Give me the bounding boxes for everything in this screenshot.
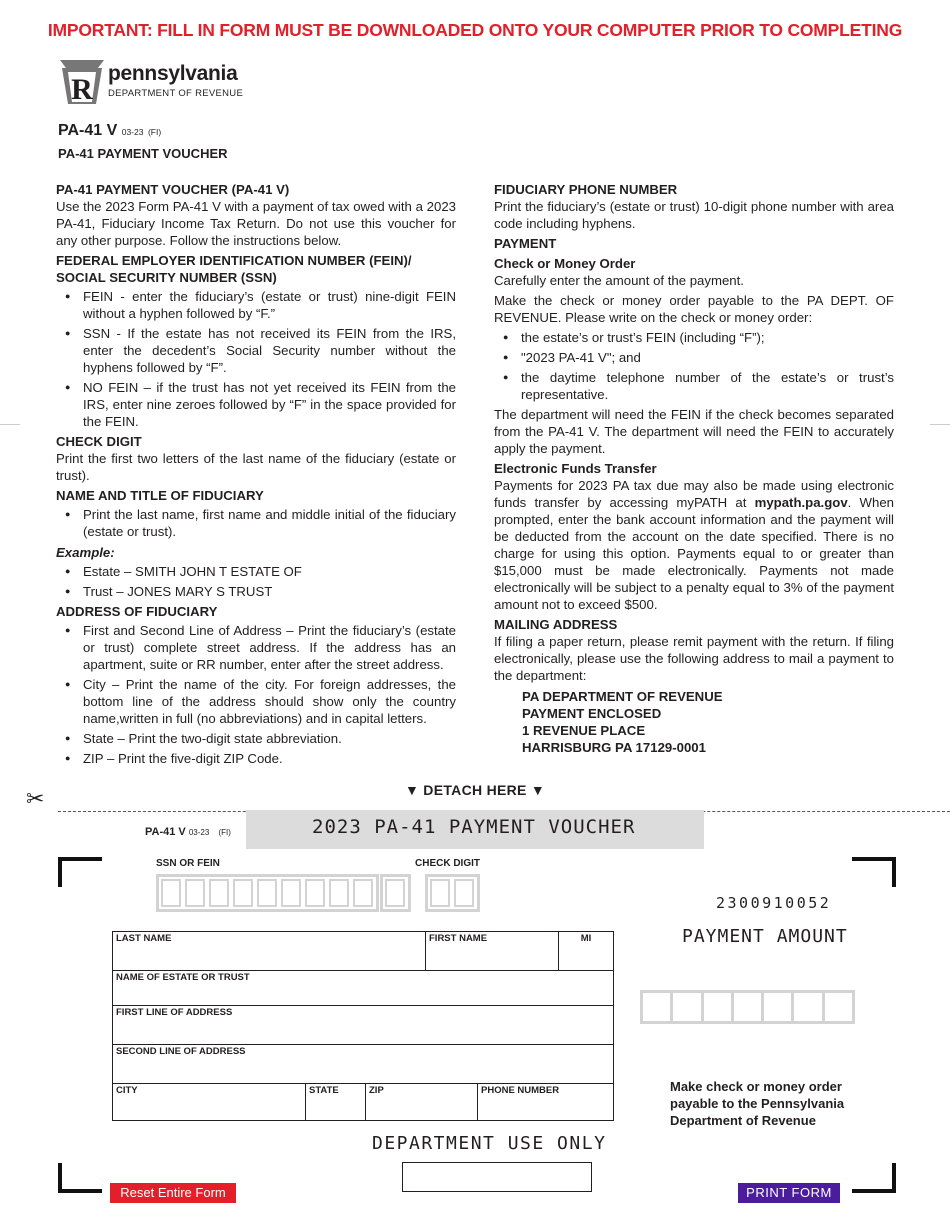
payable-note: Make check or money order payable to the Pennsylvania Department of Revenue: [670, 1079, 845, 1128]
paragraph: Make the check or money order payable to the PA DEPT. OF REVENUE. Please write on the check or money order:: [494, 293, 894, 325]
registration-mark: [58, 857, 102, 887]
bullet-item: ● NO FEIN – if the trust has not yet received its FEIN from the IRS, enter nine zeroes followed by “F” in the space provided for the FEIN.: [83, 379, 456, 430]
mi-field[interactable]: MI: [580, 933, 592, 944]
reset-form-button[interactable]: Reset Entire Form: [110, 1183, 236, 1203]
pa-revenue-logo: [58, 58, 258, 106]
voucher-form-code: PA-41 V 03-23 (FI): [145, 826, 231, 838]
section-heading: PA-41 PAYMENT VOUCHER (PA-41 V): [56, 182, 290, 197]
ssn-fein-suffix-input[interactable]: [380, 874, 411, 912]
svg-text:R: R: [71, 73, 93, 106]
scan-line-number: 2300910052: [716, 894, 832, 912]
keystone-icon: [58, 58, 106, 106]
section-heading: NAME AND TITLE OF FIDUCIARY: [56, 488, 264, 503]
bullet-item: ● the daytime telephone number of the estate’s or trust’s representative.: [521, 369, 894, 403]
bullet-item: ● Trust – JONES MARY S TRUST: [83, 583, 456, 600]
section-heading: Check or Money Order: [494, 256, 636, 271]
paragraph: If filing a paper return, please remit payment with the return. If filing electronically, please use the following address to mail a payment to the department:: [494, 634, 894, 683]
voucher-title: 2023 PA-41 PAYMENT VOUCHER: [246, 810, 704, 849]
zip-field[interactable]: ZIP: [366, 1084, 478, 1120]
form-title: PA-41 PAYMENT VOUCHER: [58, 146, 228, 161]
instructions-left-column: [56, 178, 456, 770]
bullet-item: ● City – Print the name of the city. For foreign addresses, the bottom line of the address should show only the country name,written in full (no abbreviations) and in capital letters.: [83, 676, 456, 727]
first-name-field[interactable]: FIRST NAME: [426, 932, 559, 970]
bullet-item: ● Estate – SMITH JOHN T ESTATE OF: [83, 563, 456, 580]
payment-amount-input[interactable]: [640, 990, 855, 1024]
department-use-box: [402, 1162, 592, 1192]
payment-amount-label: PAYMENT AMOUNT: [682, 926, 848, 947]
instructions-right-column: [494, 178, 894, 756]
form-code: PA-41 V 03-23 (FI): [58, 122, 162, 139]
bullet-item: ● "2023 PA-41 V"; and: [521, 349, 894, 366]
estate-name-field[interactable]: NAME OF ESTATE OR TRUST: [116, 972, 250, 983]
bullet-item: ● ZIP – Print the five-digit ZIP Code.: [83, 750, 456, 767]
mailing-address: PA DEPARTMENT OF REVENUE PAYMENT ENCLOSED 1 REVENUE PLACE HARRISBURG PA 17129-0001: [522, 689, 723, 755]
scissors-icon: ✂: [26, 786, 45, 811]
ssn-fein-input[interactable]: [156, 874, 379, 912]
important-notice: IMPORTANT: FILL IN FORM MUST BE DOWNLOADED ONTO YOUR COMPUTER PRIOR TO COMPLETING: [47, 20, 903, 40]
paragraph: Print the first two letters of the last name of the fiduciary (estate or trust).: [56, 451, 456, 483]
section-heading: FEDERAL EMPLOYER IDENTIFICATION NUMBER (FEIN)/ SOCIAL SECURITY NUMBER (SSN): [56, 253, 412, 285]
bullet-item: ● Print the last name, first name and middle initial of the fiduciary (estate or trust).: [83, 506, 456, 540]
section-heading: CHECK DIGIT: [56, 434, 142, 449]
state-field[interactable]: STATE: [306, 1084, 366, 1120]
brand-name: pennsylvania: [108, 62, 238, 85]
ssn-fein-label: SSN OR FEIN: [156, 858, 220, 869]
address-line2-field[interactable]: SECOND LINE OF ADDRESS: [116, 1046, 246, 1057]
registration-mark: [852, 1163, 896, 1193]
fold-mark: [930, 424, 950, 425]
print-form-button[interactable]: PRINT FORM: [738, 1183, 840, 1203]
paragraph: The department will need the FEIN if the check becomes separated from the PA-41 V. The department will need the FEIN to accurately apply the payment.: [494, 407, 894, 456]
department-name: DEPARTMENT OF REVENUE: [108, 88, 244, 99]
address-line1-field[interactable]: FIRST LINE OF ADDRESS: [116, 1007, 233, 1018]
section-heading: PAYMENT: [494, 236, 557, 251]
registration-mark: [852, 857, 896, 887]
registration-mark: [58, 1163, 102, 1193]
fiduciary-info-grid: [112, 931, 614, 1121]
mypath-link[interactable]: mypath.pa.gov: [754, 495, 848, 510]
paragraph: Payments for 2023 PA tax due may also be made using electronic funds transfer by accessing myPATH at mypath.pa.gov. When prompted, enter the bank account information and the payment will be deducted from the account on the date specified. There is no charge for using this option. Payments equal to or greater than $15,000 must be made electronically. Payments not made electronically will be subject to a penalty equal to 3% of the payment amount not to exceed $500.: [494, 478, 894, 612]
bullet-item: ● First and Second Line of Address – Print the fiduciary’s (estate or trust) complete street address. If the address has an apartment, suite or RR number, enter after the street address.: [83, 622, 456, 673]
bullet-item: ● State – Print the two-digit state abbreviation.: [83, 730, 456, 747]
example-label: Example:: [56, 545, 115, 560]
bullet-item: ● the estate’s or trust’s FEIN (including “F”);: [521, 329, 894, 346]
bullet-item: ● FEIN - enter the fiduciary’s (estate or trust) nine-digit FEIN without a hyphen followed by “F.”: [83, 288, 456, 322]
section-heading: Electronic Funds Transfer: [494, 461, 657, 476]
last-name-field[interactable]: LAST NAME: [113, 932, 426, 970]
section-heading: MAILING ADDRESS: [494, 617, 618, 632]
paragraph: Carefully enter the amount of the payment.: [494, 273, 744, 288]
bullet-item: ● SSN - If the estate has not received its FEIN from the IRS, enter the decedent’s Social Security number without the hyphens followed by “F”.: [83, 325, 456, 376]
city-field[interactable]: CITY: [113, 1084, 306, 1120]
paragraph: Print the fiduciary’s (estate or trust) 10-digit phone number with area code including hyphens.: [494, 199, 894, 231]
check-digit-label: CHECK DIGIT: [415, 858, 480, 869]
phone-field[interactable]: PHONE NUMBER: [481, 1085, 560, 1096]
detach-here-label: ▼ DETACH HERE ▼: [404, 782, 546, 798]
paragraph: Use the 2023 Form PA-41 V with a payment of tax owed with a 2023 PA-41, Fiduciary Income Tax Return. Do not use this voucher for any other purpose. Follow the instructions below.: [56, 199, 456, 248]
section-heading: FIDUCIARY PHONE NUMBER: [494, 182, 678, 197]
section-heading: ADDRESS OF FIDUCIARY: [56, 604, 218, 619]
check-digit-input[interactable]: [425, 874, 480, 912]
fold-mark: [0, 424, 20, 425]
department-use-label: DEPARTMENT USE ONLY: [372, 1133, 607, 1154]
